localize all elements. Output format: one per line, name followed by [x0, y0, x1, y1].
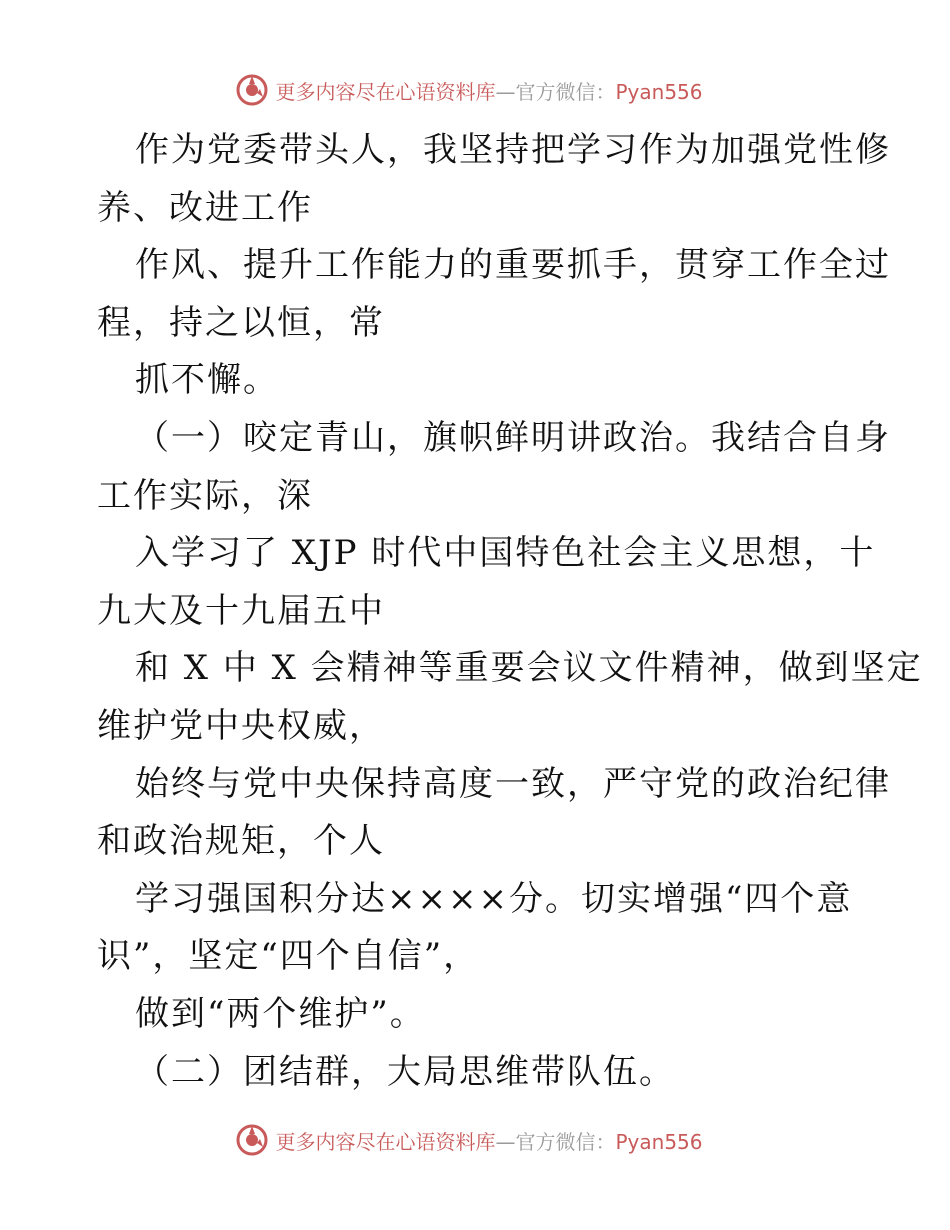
- body-line: 作风、提升工作能力的重要抓手，贯穿工作全过: [135, 245, 891, 286]
- body-line: 抓不懈。: [135, 360, 279, 401]
- body-line: 学习强国积分达××××分。切实增强“四个意: [135, 878, 853, 919]
- body-line: 和政治规矩，个人: [97, 821, 385, 862]
- body-line: 工作实际，深: [97, 475, 313, 516]
- body-line: 做到“两个维护”。: [135, 993, 426, 1034]
- body-line: 程，持之以恒，常: [97, 302, 385, 343]
- logo-icon: [235, 1123, 269, 1157]
- header-banner: [0, 70, 950, 110]
- body-line: 养、改进工作: [97, 187, 313, 228]
- body-line: 九大及十九届五中: [97, 590, 385, 631]
- footer-banner-text: 更多内容尽在心语资料库—官方微信：Pyan556: [275, 1129, 703, 1154]
- section-heading: （一）咬定青山，旗帜鲜明讲政治。我结合自身: [135, 417, 891, 458]
- body-line: 识”，坚定“四个自信”，: [97, 936, 480, 977]
- body-line: 维护党中央权威，: [97, 705, 385, 746]
- footer-banner: [0, 1120, 950, 1160]
- section-heading: （二）团结群，大局思维带队伍。: [135, 1051, 675, 1092]
- body-line: 和 X 中 X 会精神等重要会议文件精神，做到坚定: [135, 648, 923, 689]
- body-line: 入学习了 XJP 时代中国特色社会主义思想，十: [135, 533, 876, 574]
- document-body: [97, 122, 923, 1101]
- body-line: 作为党委带头人，我坚持把学习作为加强党性修: [135, 130, 891, 170]
- header-banner-text: 更多内容尽在心语资料库—官方微信：Pyan556: [275, 79, 703, 104]
- logo-icon: [235, 73, 269, 107]
- body-line: 始终与党中央保持高度一致，严守党的政治纪律: [135, 763, 891, 804]
